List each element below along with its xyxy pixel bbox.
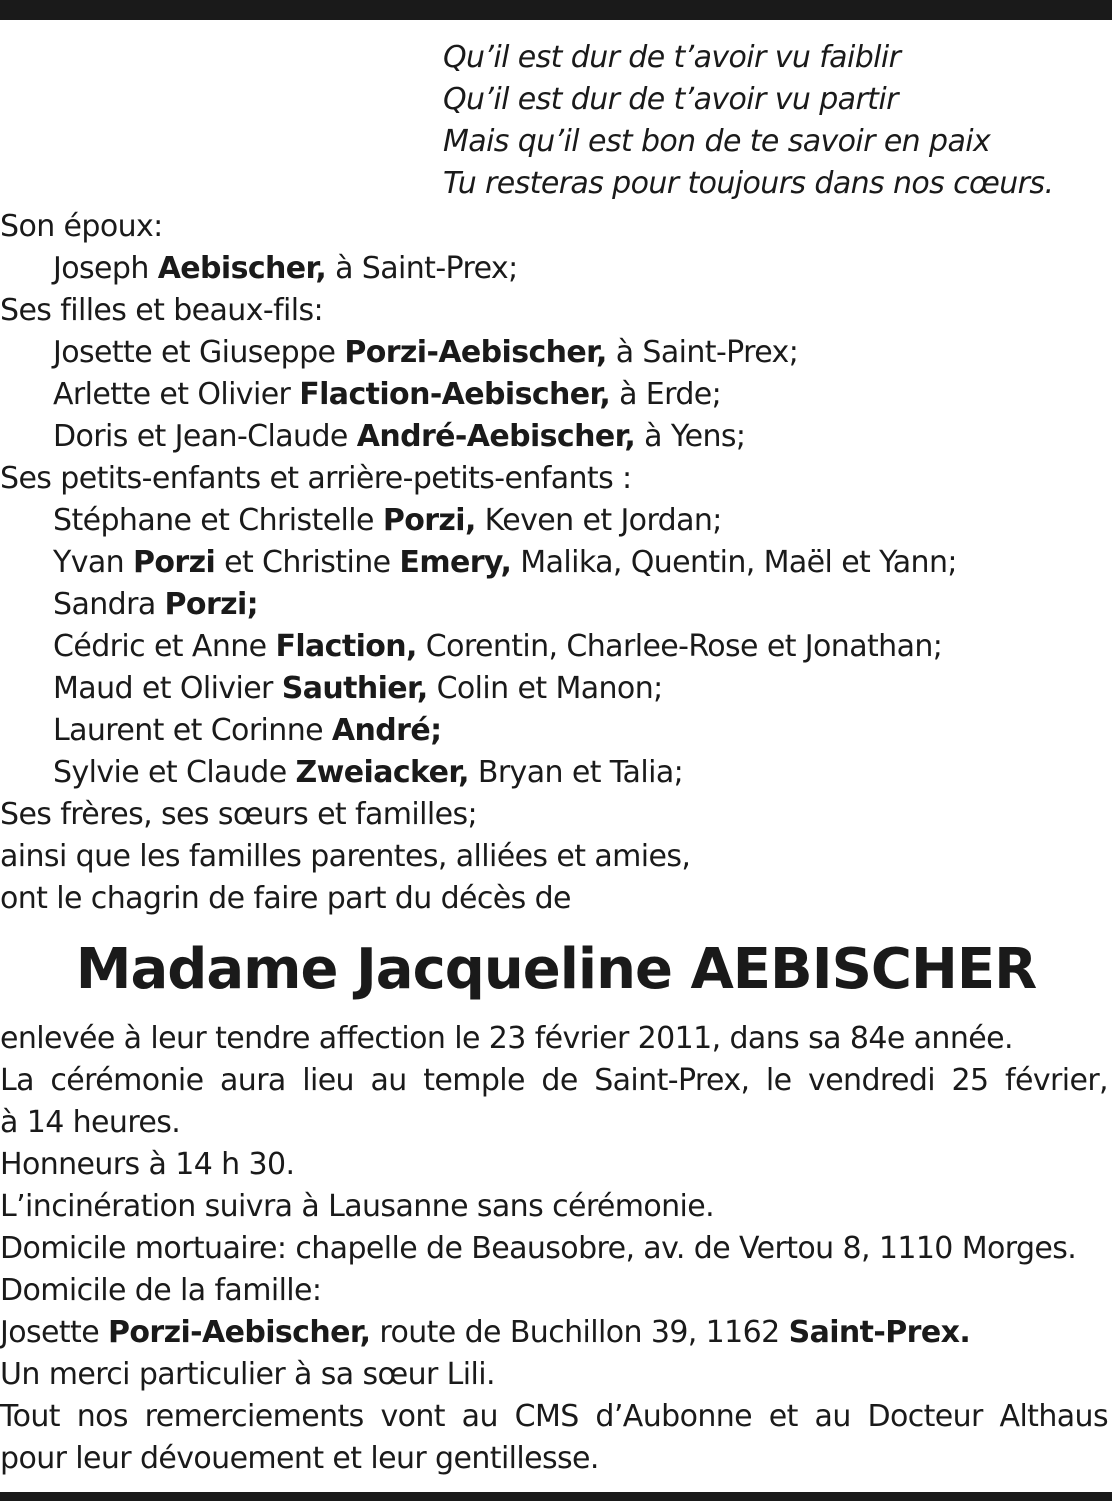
grandchild-entry: Sandra Porzi; [53,587,259,622]
poem-line-3: Mais qu’il est bon de te savoir en paix [443,124,991,159]
incineration-line: L’incinération suivra à Lausanne sans cérémonie. [0,1189,715,1224]
daughter-entry: Josette et Giuseppe Porzi-Aebischer, à Saint-Prex; [53,335,799,370]
deceased-name: Madame Jacqueline AEBISCHER [75,937,1037,1002]
family-home-heading: Domicile de la famille: [0,1273,322,1308]
passed-line: enlevée à leur tendre affection le 23 février 2011, dans sa 84e année. [0,1021,1013,1056]
family-home-address: Josette Porzi-Aebischer, route de Buchillon 39, 1162 Saint-Prex. [0,1315,971,1350]
announcement-line: ont le chagrin de faire part du décès de [0,881,571,916]
honours-line: Honneurs à 14 h 30. [0,1147,295,1182]
ceremony-line-2: à 14 heures. [0,1105,181,1140]
grandchild-entry: Sylvie et Claude Zweiacker, Bryan et Talia; [53,755,684,790]
poem-line-4: Tu resteras pour toujours dans nos cœurs. [443,166,1054,201]
siblings-line: Ses frères, ses sœurs et familles; [0,797,478,832]
relatives-line: ainsi que les familles parentes, alliées et amies, [0,839,691,874]
thanks-sister-line: Un merci particulier à sa sœur Lili. [0,1357,495,1392]
spouse-heading: Son époux: [0,209,163,244]
daughters-heading: Ses filles et beaux-fils: [0,293,324,328]
grandchild-entry: Stéphane et Christelle Porzi, Keven et Jordan; [53,503,722,538]
grandchild-entry: Maud et Olivier Sauthier, Colin et Manon; [53,671,663,706]
bottom-rule [0,1492,1112,1501]
mortuary-line: Domicile mortuaire: chapelle de Beausobre, av. de Vertou 8, 1110 Morges. [0,1231,1077,1266]
ceremony-line-1: La cérémonie aura lieu au temple de Saint-Prex, le vendredi 25 février, [0,1063,1108,1098]
thanks-line-1: Tout nos remerciements vont au CMS d’Aubonne et au Docteur Althaus [0,1399,1108,1434]
grandchild-entry: Laurent et Corinne André; [53,713,442,748]
daughter-entry: Doris et Jean-Claude André-Aebischer, à Yens; [53,419,746,454]
daughter-entry: Arlette et Olivier Flaction-Aebischer, à Erde; [53,377,722,412]
poem-line-2: Qu’il est dur de t’avoir vu partir [443,82,898,117]
thanks-line-2: pour leur dévouement et leur gentillesse. [0,1441,599,1476]
grandchildren-heading: Ses petits-enfants et arrière-petits-enfants : [0,461,632,496]
top-rule [0,0,1112,20]
grandchild-entry: Yvan Porzi et Christine Emery, Malika, Quentin, Maël et Yann; [53,545,957,580]
spouse-entry: Joseph Aebischer, à Saint-Prex; [53,251,518,286]
poem-line-1: Qu’il est dur de t’avoir vu faiblir [443,40,901,75]
grandchild-entry: Cédric et Anne Flaction, Corentin, Charlee-Rose et Jonathan; [53,629,943,664]
